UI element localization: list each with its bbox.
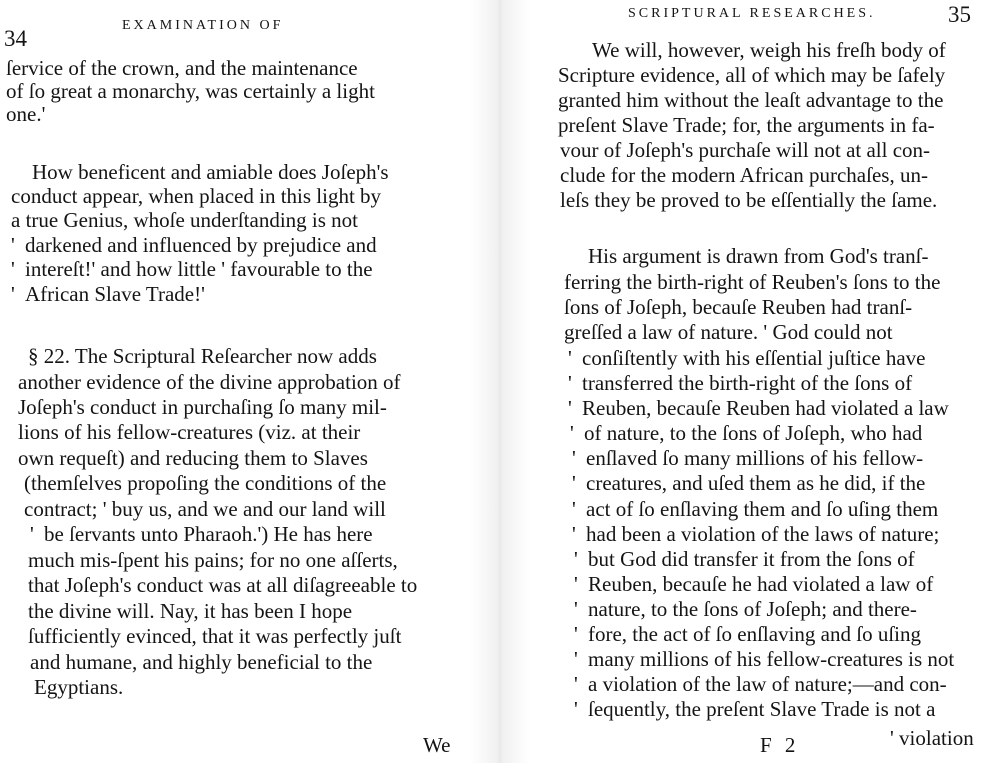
text-line: ' intereſt!' and how little ' favourable to the — [11, 257, 373, 281]
text-line: How beneficent and amiable does Joſeph's — [32, 160, 389, 184]
text-line: conduct appear, when placed in this light by — [11, 184, 382, 208]
catchword: We — [423, 733, 451, 757]
text-line: ' be ſervants unto Pharaoh.') He has here — [30, 522, 373, 546]
text-line: ſons of Joſeph, becauſe Reuben had tranſ- — [564, 295, 913, 319]
text-line: ' transferred the birth-right of the ſons of — [568, 371, 913, 395]
text-line: (themſelves propoſing the conditions of the — [24, 471, 387, 495]
running-head: EXAMINATION OF — [122, 18, 284, 33]
text-line: ' conſiſtently with his eſſential juſtice have — [568, 346, 926, 370]
text-line: lions of his fellow-creatures (viz. at their — [18, 420, 361, 444]
catchword: ' violation — [890, 726, 974, 750]
text-line: ' darkened and influenced by prejudice and — [11, 233, 377, 257]
text-line: leſs they be proved to be eſſentially the ſame. — [560, 188, 938, 212]
text-line: much mis-ſpent his pains; for no one aſſerts, — [28, 548, 398, 572]
text-line: We will, however, weigh his freſh body of — [592, 38, 946, 62]
text-line: another evidence of the divine approbation of — [18, 370, 401, 394]
text-line: clude for the modern African purchaſes, un- — [560, 163, 928, 187]
text-line: ' had been a violation of the laws of nature; — [572, 522, 940, 546]
text-line: vour of Joſeph's purchaſe will not at all con- — [560, 138, 931, 162]
text-line: ſervice of the crown, and the maintenance — [6, 56, 358, 80]
running-head: SCRIPTURAL RESEARCHES. — [628, 6, 876, 21]
text-line: one.' — [6, 102, 46, 126]
left-page-text — [0, 0, 470, 763]
text-line: § 22. The Scriptural Reſearcher now adds — [28, 344, 377, 368]
text-line: ' a violation of the law of nature;—and con- — [574, 672, 947, 696]
right-page — [530, 0, 1000, 763]
left-page — [0, 0, 470, 763]
text-line: Scripture evidence, all of which may be ſafely — [558, 63, 946, 87]
text-line: of ſo great a monarchy, was certainly a light — [6, 79, 375, 103]
text-line: ' of nature, to the ſons of Joſeph, who had — [570, 421, 923, 445]
book-gutter — [470, 0, 530, 763]
text-line: contract; ' buy us, and we and our land will — [24, 497, 386, 521]
text-line: granted him without the leaſt advantage to the — [558, 88, 944, 112]
text-line: ſufficiently evinced, that it was perfectly juſt — [28, 624, 402, 648]
text-line: a true Genius, whoſe underſtanding is not — [11, 208, 359, 232]
text-line: ferring the birth-right of Reuben's ſons to the — [564, 270, 941, 294]
right-page-text — [530, 0, 1000, 763]
text-line: Egyptians. — [34, 675, 124, 699]
text-line: Joſeph's conduct in purchaſing ſo many mil- — [18, 395, 387, 419]
text-line: ' but God did transfer it from the ſons of — [574, 547, 915, 571]
text-line: His argument is drawn from God's tranſ- — [588, 244, 929, 268]
text-line: ' enſlaved ſo many millions of his fellow- — [572, 446, 924, 470]
page-number: 35 — [948, 2, 971, 27]
text-line: ' African Slave Trade!' — [11, 282, 205, 306]
text-line: and humane, and highly beneficial to the — [30, 650, 373, 674]
text-line: ' act of ſo enſlaving them and ſo uſing them — [572, 497, 939, 521]
text-line: ' creatures, and uſed them as he did, if the — [572, 471, 926, 495]
text-line: own requeſt) and reducing them to Slaves — [18, 446, 368, 470]
text-line: that Joſeph's conduct was at all diſagreeable to — [28, 573, 418, 597]
text-line: ' many millions of his fellow-creatures is not — [574, 647, 955, 671]
text-line: ' ſequently, the preſent Slave Trade is not a — [574, 697, 936, 721]
text-line: greſſed a law of nature. ' God could not — [564, 320, 893, 344]
text-line: the divine will. Nay, it has been I hope — [28, 599, 353, 623]
text-line: ' fore, the act of ſo enſlaving and ſo uſing — [574, 622, 921, 646]
page-number: 34 — [4, 26, 27, 51]
text-line: ' Reuben, becauſe he had violated a law of — [574, 572, 934, 596]
text-line: preſent Slave Trade; for, the arguments in fa- — [558, 113, 935, 137]
text-line: ' nature, to the ſons of Joſeph; and there- — [574, 597, 917, 621]
text-line: ' Reuben, becauſe Reuben had violated a law — [568, 396, 949, 420]
signature-mark: F 2 — [760, 733, 800, 757]
